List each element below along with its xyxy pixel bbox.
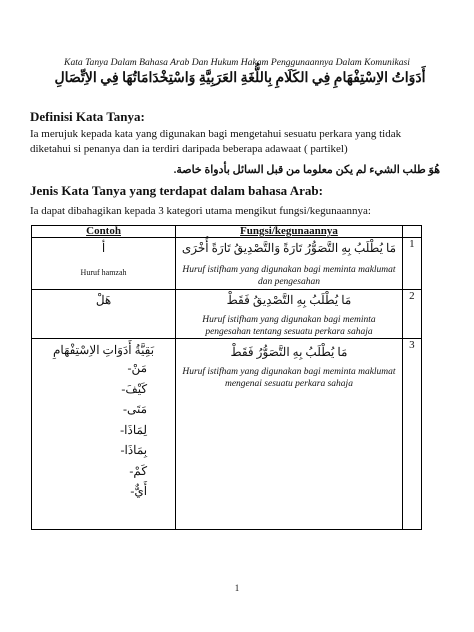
example-cell (32, 290, 176, 339)
arabic-title: أَدَوَاتُ الاِسْتِفْهَامِ فِي الكَلَامِ بِاللُّغَةِ العَرَبِيَّةِ وَاسْتِخْدَامَاتُهَا فِي الاِتِّصَالِ (54, 71, 426, 86)
function-text: Huruf istifham yang digunakan bagi meminta maklumat mengenai sesuatu perkara sahaja (182, 367, 396, 389)
definition-paragraph: Ia merujuk kepada kata yang digunakan bagi mengetahui sesuatu perkara yang tidak diketahui si penanya dan ia terdiri daripada beberapa adawaat ( partikel) (30, 128, 402, 155)
list-item: مَنْ- (127, 361, 148, 375)
question-words-table (31, 225, 422, 530)
page-number: 1 (234, 583, 240, 593)
table-header-row (32, 226, 422, 238)
example-arabic: بَقِيَّةُ أَدَوَاتِ الاِسْتِفْهَامِ (52, 343, 155, 357)
function-arabic: مَا يُطْلَبُ بِهِ التَّصْدِيقُ فَقَطْ (226, 293, 352, 307)
example-cell (32, 339, 176, 530)
types-intro: Ia dapat dibahagikan kepada 3 kategori utama mengikut fungsi/kegunaannya: (30, 205, 371, 217)
header-number-cell (402, 226, 421, 238)
example-label: Huruf hamzah (80, 268, 127, 277)
row-number: 3 (402, 339, 421, 530)
list-item: أَيٌّ- (130, 484, 148, 498)
function-text: Huruf istifham yang digunakan bagi meminta pengesahan tentang sesuatu perkara sahaja (202, 315, 376, 337)
example-arabic: أ (101, 241, 106, 255)
function-arabic: مَا يُطْلَبُ بِهِ التَّصَوُّرُ تَارَةً وَالتَّصْدِيقُ تَارَةً أُخْرَى (181, 241, 397, 255)
function-text: Huruf istifham yang digunakan bagi meminta maklumat dan pengesahan (182, 265, 396, 287)
example-cell (32, 238, 176, 290)
list-item: مَتَى- (123, 402, 148, 416)
list-item: لِمَاذَا- (120, 422, 148, 437)
table-row (32, 290, 422, 339)
document-subtitle: Kata Tanya Dalam Bahasa Arab Dan Hukum Hakam Penggunaannya Dalam Komunikasi (64, 57, 410, 68)
arabic-definition: هُوَ طلب الشيء لم يكن معلوما من قبل السائل بأدواة خاصة. (173, 164, 440, 176)
table-row (32, 339, 422, 530)
header-example: Contoh (32, 226, 176, 238)
function-cell (176, 290, 403, 339)
list-item: كَمْ- (129, 463, 148, 478)
function-cell (176, 238, 403, 290)
list-item: كَيْفَ- (121, 381, 148, 396)
example-arabic: هَلْ (95, 293, 112, 307)
list-item: بِمَاذَا- (120, 443, 148, 457)
table-row (32, 238, 422, 290)
function-cell (176, 339, 403, 530)
definition-heading: Definisi Kata Tanya: (30, 109, 145, 124)
types-heading: Jenis Kata Tanya yang terdapat dalam bahasa Arab: (30, 183, 323, 198)
row-number: 1 (402, 238, 421, 290)
example-list (32, 358, 175, 502)
function-arabic: مَا يُطْلَبُ بِهِ التَّصَوُّرُ فَقَطْ (230, 345, 348, 359)
header-function: Fungsi/kegunaannya (176, 226, 403, 238)
row-number: 2 (402, 290, 421, 339)
